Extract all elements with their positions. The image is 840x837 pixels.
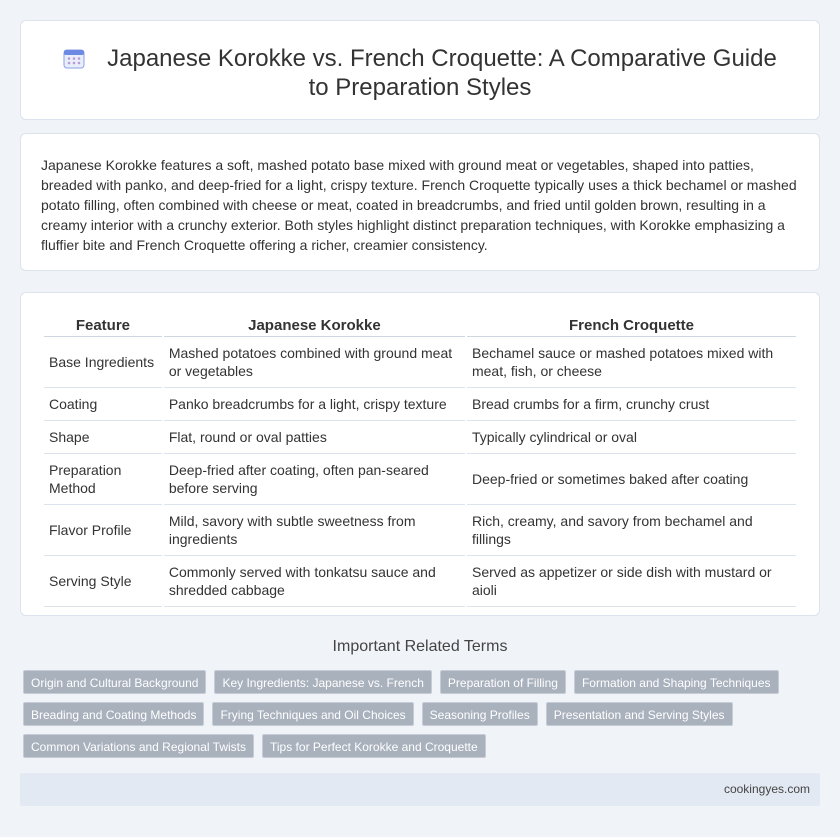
table-row (44, 556, 796, 607)
footer-site-link[interactable]: cookingyes.com (723, 782, 810, 796)
table-cell-feature: Flavor Profile (44, 505, 162, 556)
footer-bar (20, 773, 820, 806)
table-row (44, 454, 796, 505)
table-row (44, 388, 796, 421)
table-cell-croquette: Bread crumbs for a firm, crunchy crust (467, 388, 796, 421)
related-term-tag[interactable]: Preparation of Filling (440, 670, 566, 694)
table-header-row (44, 315, 796, 337)
comparison-table-card (20, 292, 820, 616)
calendar-icon (63, 47, 85, 69)
table-cell-feature: Serving Style (44, 556, 162, 607)
related-terms-title: Important Related Terms (332, 638, 508, 655)
page-title (61, 44, 779, 102)
table-row (44, 337, 796, 388)
table-cell-korokke: Panko breadcrumbs for a light, crispy texture (164, 388, 465, 421)
summary-text: Japanese Korokke features a soft, mashed potato base mixed with ground meat or vegetables, shaped into patties, breaded with panko, and deep-fried for a light, crispy texture. French Croquette typically uses a thick bechamel or mashed potato filling, often combined with cheese or meat, coated in breadcrumbs, and fried until golden brown, resulting in a creamy interior with a crunchy exterior. Both styles highlight distinct preparation techniques, with Korokke emphasizing a fluffier bite and French Croquette offering a richer, creamier consistency. (41, 157, 797, 253)
column-header: Japanese Korokke (164, 315, 465, 337)
column-header: French Croquette (467, 315, 796, 337)
related-term-tag[interactable]: Breading and Coating Methods (23, 702, 204, 726)
related-term-tag[interactable]: Tips for Perfect Korokke and Croquette (262, 734, 486, 758)
related-term-tag[interactable]: Seasoning Profiles (422, 702, 538, 726)
related-term-tag[interactable]: Frying Techniques and Oil Choices (212, 702, 413, 726)
column-header: Feature (44, 315, 162, 337)
table-cell-korokke: Mild, savory with subtle sweetness from ingredients (164, 505, 465, 556)
table-row (44, 505, 796, 556)
table-cell-croquette: Bechamel sauce or mashed potatoes mixed with meat, fish, or cheese (467, 337, 796, 388)
table-cell-croquette: Typically cylindrical or oval (467, 421, 796, 454)
table-cell-korokke: Deep-fried after coating, often pan-seared before serving (164, 454, 465, 505)
table-cell-feature: Preparation Method (44, 454, 162, 505)
table-cell-korokke: Mashed potatoes combined with ground meat or vegetables (164, 337, 465, 388)
table-cell-feature: Base Ingredients (44, 337, 162, 388)
table-cell-croquette: Deep-fried or sometimes baked after coating (467, 454, 796, 505)
table-cell-feature: Coating (44, 388, 162, 421)
related-terms-list (23, 670, 823, 758)
related-term-tag[interactable]: Presentation and Serving Styles (546, 702, 733, 726)
related-term-tag[interactable]: Key Ingredients: Japanese vs. French (214, 670, 431, 694)
table-cell-korokke: Flat, round or oval patties (164, 421, 465, 454)
related-term-tag[interactable]: Common Variations and Regional Twists (23, 734, 254, 758)
table-cell-croquette: Rich, creamy, and savory from bechamel and fillings (467, 505, 796, 556)
related-term-tag[interactable]: Origin and Cultural Background (23, 670, 206, 694)
table-cell-korokke: Commonly served with tonkatsu sauce and shredded cabbage (164, 556, 465, 607)
comparison-table (42, 315, 798, 607)
table-cell-feature: Shape (44, 421, 162, 454)
related-term-tag[interactable]: Formation and Shaping Techniques (574, 670, 779, 694)
table-row (44, 421, 796, 454)
table-cell-croquette: Served as appetizer or side dish with mustard or aioli (467, 556, 796, 607)
summary-card (20, 133, 820, 271)
header-card (20, 20, 820, 120)
page-title-text: Japanese Korokke vs. French Croquette: A Comparative Guide to Preparation Styles (107, 45, 777, 101)
